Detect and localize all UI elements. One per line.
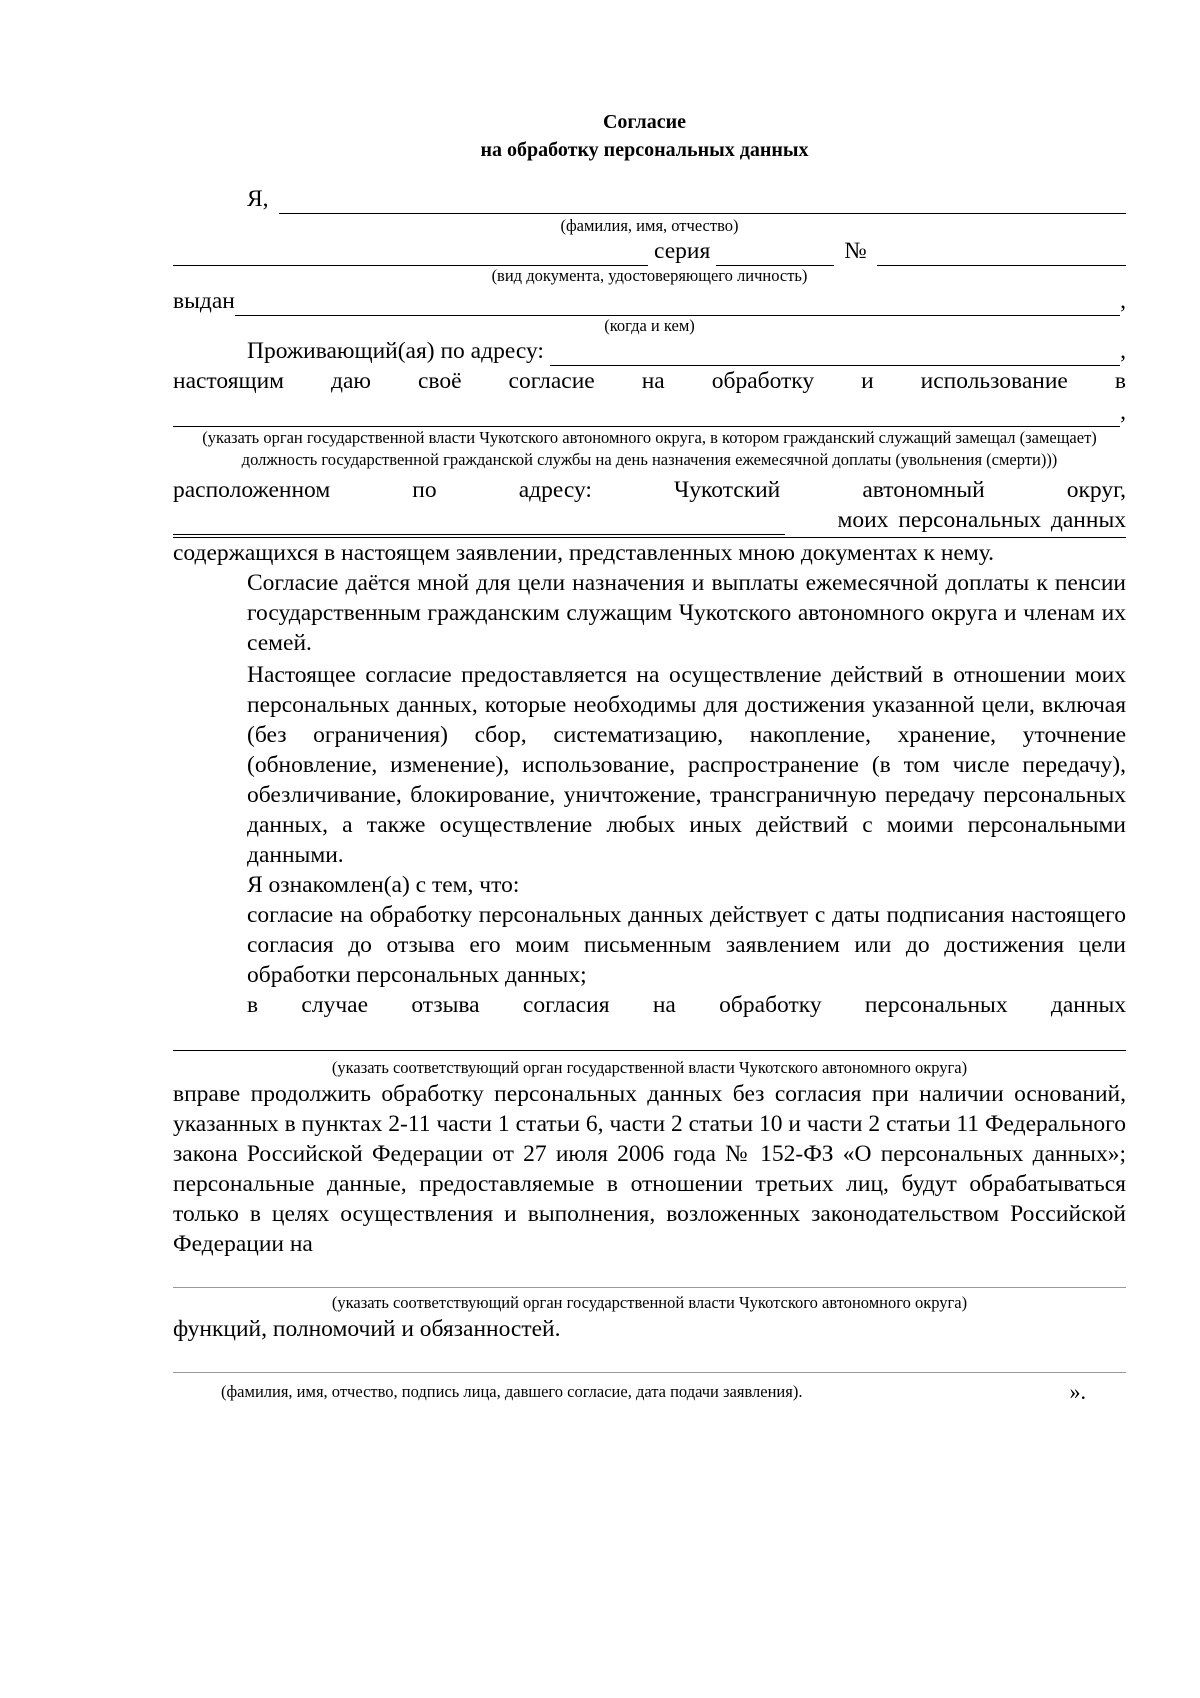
address-field[interactable]: [550, 341, 1120, 366]
consent-document: [173, 108, 1126, 1405]
actions-paragraph: Настоящее согласие предоставляется на осуществление действий в отношении моих персональных данных, которые необходимы для достижения указанной цели, включая (без ограничения) сбор, систематизацию, накопление, хранение, уточнение (обновление, изменение), использование, распространение (в том числе передачу), обезличивание, блокирование, уничтожение, трансграничную передачу персональных данных, а также осуществление любых иных действий с моими персональными данными.: [247, 662, 1126, 868]
document-row: [173, 236, 1126, 266]
organ-caption-2: (указать соответствующий орган государственной власти Чукотского автономного округа): [331, 1058, 968, 1077]
address-comma: ,: [1120, 338, 1126, 364]
located-word: расположенном: [173, 477, 331, 503]
document-title: [163, 108, 1126, 164]
located-word: округ,: [1066, 477, 1126, 503]
signature-row: [173, 1379, 1126, 1405]
fio-field[interactable]: [279, 189, 1126, 214]
number-field[interactable]: [877, 241, 1126, 266]
title-line2: на обработку персональных данных: [480, 139, 809, 161]
i-label: Я,: [247, 186, 269, 212]
fio-caption: (фамилия, имя, отчество): [560, 216, 739, 235]
consent-word: настоящим: [173, 368, 285, 394]
contained-text: содержащихся в настоящем заявлении, представленных мною документах к нему.: [173, 540, 994, 566]
continue-paragraph: вправе продолжить обработку персональных данных без согласия при наличии оснований, указанных в пунктах 2-11 части 1 статьи 6, части 2 статьи 10 и части 2 статьи 11 Федерального закона Российской Федерации от 27 июля 2006 года № 152-ФЗ «О персональных данных»; персональные данные, предоставляемые в отношении третьих лиц, будут обрабатываться только в целях осуществления и выполнения, возложенных законодательством Российской Федерации на: [173, 1081, 1126, 1257]
organ-caption-3: (указать соответствующий орган государственной власти Чукотского автономного округа): [331, 1293, 968, 1312]
functions-organ-field[interactable]: [173, 1259, 1126, 1288]
consent-word: использование: [920, 368, 1068, 394]
address-label: Проживающий(ая) по адресу:: [247, 338, 544, 364]
my-data-text: моих персональных данных: [837, 507, 1126, 533]
signature-field[interactable]: [173, 1344, 1126, 1373]
signature-caption: (фамилия, имя, отчество, подпись лица, давшего согласие, дата подачи заявления).: [221, 1382, 803, 1401]
consent-line: [173, 366, 1126, 396]
withdraw-text: в случае отзыва согласия на обработку персональных данных: [247, 992, 1126, 1018]
acquainted-text: Я ознакомлен(а) с тем, что:: [247, 872, 520, 898]
organ-caption: (указать орган государственной власти Чукотского автономного округа, в котором гражданский служащий замещал (замещает) должность государственной гражданской службы на день назначения ежемесячной доплаты (увольнения (смерти))): [202, 428, 1097, 469]
consent-word: согласие: [508, 368, 595, 394]
closing-quote: ».: [1069, 1379, 1086, 1404]
issued-comma: ,: [1120, 288, 1126, 314]
organ-field[interactable]: [173, 396, 1120, 427]
consent-word: на: [641, 368, 665, 394]
located-word: автономный: [862, 477, 985, 503]
consent-word: даю: [331, 368, 371, 394]
issued-row: [173, 286, 1126, 316]
consent-word: обработку: [711, 368, 815, 394]
organ-row: [173, 396, 1126, 427]
number-label: №: [844, 238, 867, 264]
withdraw-organ-field[interactable]: [173, 1020, 1126, 1051]
consent-word: и: [861, 368, 874, 394]
title-line1: Согласие: [602, 111, 686, 133]
issued-field[interactable]: [235, 291, 1120, 316]
located-word: адресу:: [518, 477, 592, 503]
consent-word: в: [1114, 368, 1126, 394]
series-field[interactable]: [716, 241, 834, 266]
issued-caption: (когда и кем): [604, 316, 695, 335]
document-type-field[interactable]: [173, 241, 648, 266]
organ-comma: ,: [1120, 399, 1126, 425]
functions-text: функций, полномочий и обязанностей.: [173, 1316, 561, 1342]
located-word: Чукотский: [674, 477, 781, 503]
document-caption: (вид документа, удостоверяющего личность): [491, 266, 808, 285]
located-word: по: [412, 477, 437, 503]
located-address-row: [173, 505, 1126, 535]
issued-label: выдан: [173, 288, 235, 314]
validity-paragraph: согласие на обработку персональных данных действует с даты подписания настоящего согласия до отзыва его моим письменным заявлением или до достижения цели обработки персональных данных;: [247, 902, 1126, 988]
organ-address-field[interactable]: [173, 510, 785, 535]
located-line: [173, 475, 1126, 505]
consent-word: своё: [417, 368, 462, 394]
series-label: серия: [654, 238, 711, 264]
fio-row: [173, 184, 1126, 214]
purpose-paragraph: Согласие даётся мной для цели назначения и выплаты ежемесячной доплаты к пенсии государственным гражданским служащим Чукотского автономного округа и членам их семей.: [247, 570, 1126, 656]
address-row: [173, 336, 1126, 366]
